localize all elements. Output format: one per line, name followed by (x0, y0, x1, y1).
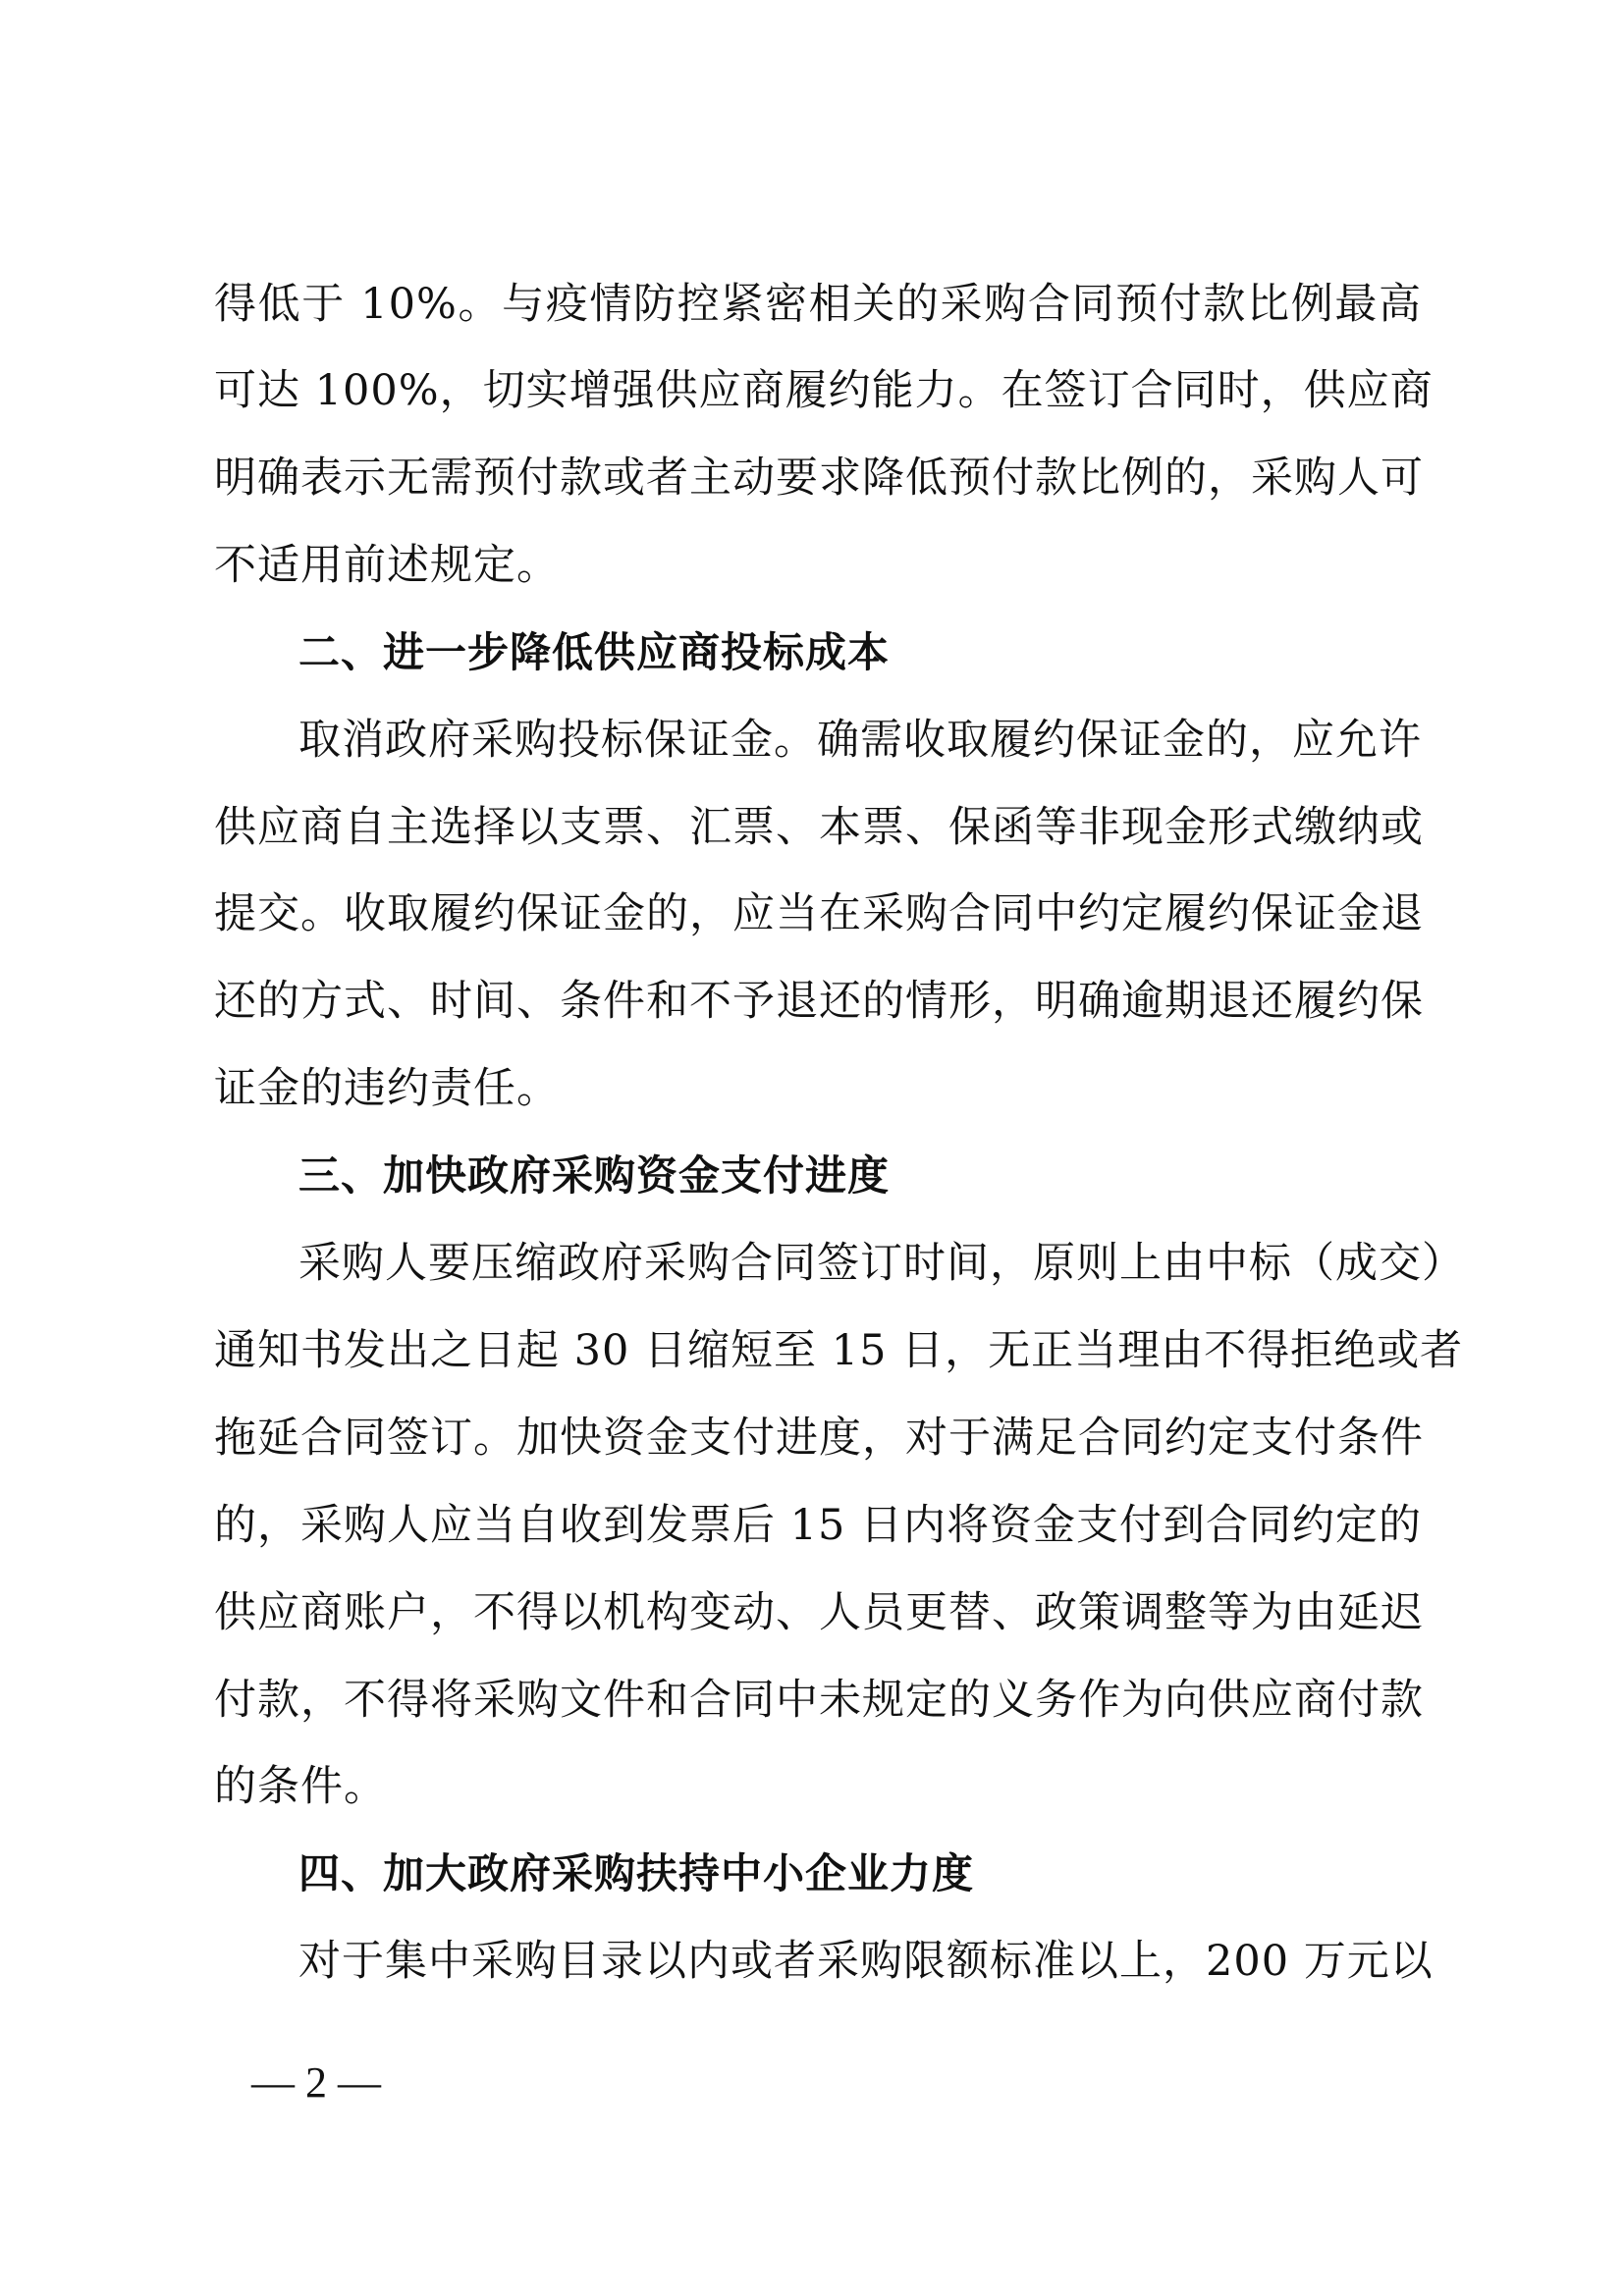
body-text-line: 证金的违约责任。 (214, 1064, 560, 1113)
page-number: — 2 — (251, 2058, 381, 2107)
section-heading: 四、加大政府采购扶持中小企业力度 (298, 1849, 975, 1897)
section-heading: 三、加快政府采购资金支付进度 (298, 1151, 891, 1200)
body-text-line: 付款，不得将采购文件和合同中未规定的义务作为向供应商付款 (214, 1676, 1424, 1725)
body-text-line: 的，采购人应当自收到发票后 15 日内将资金支付到合同约定的 (214, 1501, 1423, 1550)
body-text-line: 供应商自主选择以支票、汇票、本票、保函等非现金形式缴纳或 (214, 803, 1424, 852)
body-text-line: 对于集中采购目录以内或者采购限额标准以上，200 万元以 (298, 1937, 1434, 1986)
body-text-line: 明确表示无需预付款或者主动要求降低预付款比例的，采购人可 (214, 454, 1424, 503)
section-heading: 二、进一步降低供应商投标成本 (298, 628, 891, 676)
body-text-line: 供应商账户，不得以机构变动、人员更替、政策调整等为由延迟 (214, 1588, 1424, 1637)
body-text-line: 的条件。 (214, 1762, 387, 1811)
body-text-line: 还的方式、时间、条件和不予退还的情形，明确逾期退还履约保 (214, 977, 1424, 1026)
body-text-line: 不适用前述规定。 (214, 541, 560, 590)
body-text-line: 通知书发出之日起 30 日缩短至 15 日，无正当理由不得拒绝或者 (214, 1326, 1464, 1375)
body-text-line: 采购人要压缩政府采购合同签订时间，原则上由中标（成交） (298, 1239, 1465, 1288)
body-text-line: 取消政府采购投标保证金。确需收取履约保证金的，应允许 (298, 716, 1422, 765)
body-text-line: 得低于 10%。与疫情防控紧密相关的采购合同预付款比例最高 (214, 280, 1422, 329)
body-text-line: 提交。收取履约保证金的，应当在采购合同中约定履约保证金退 (214, 889, 1424, 938)
body-text-line: 拖延合同签订。加快资金支付进度，对于满足合同约定支付条件 (214, 1414, 1424, 1463)
body-text-line: 可达 100%，切实增强供应商履约能力。在签订合同时，供应商 (214, 366, 1434, 415)
